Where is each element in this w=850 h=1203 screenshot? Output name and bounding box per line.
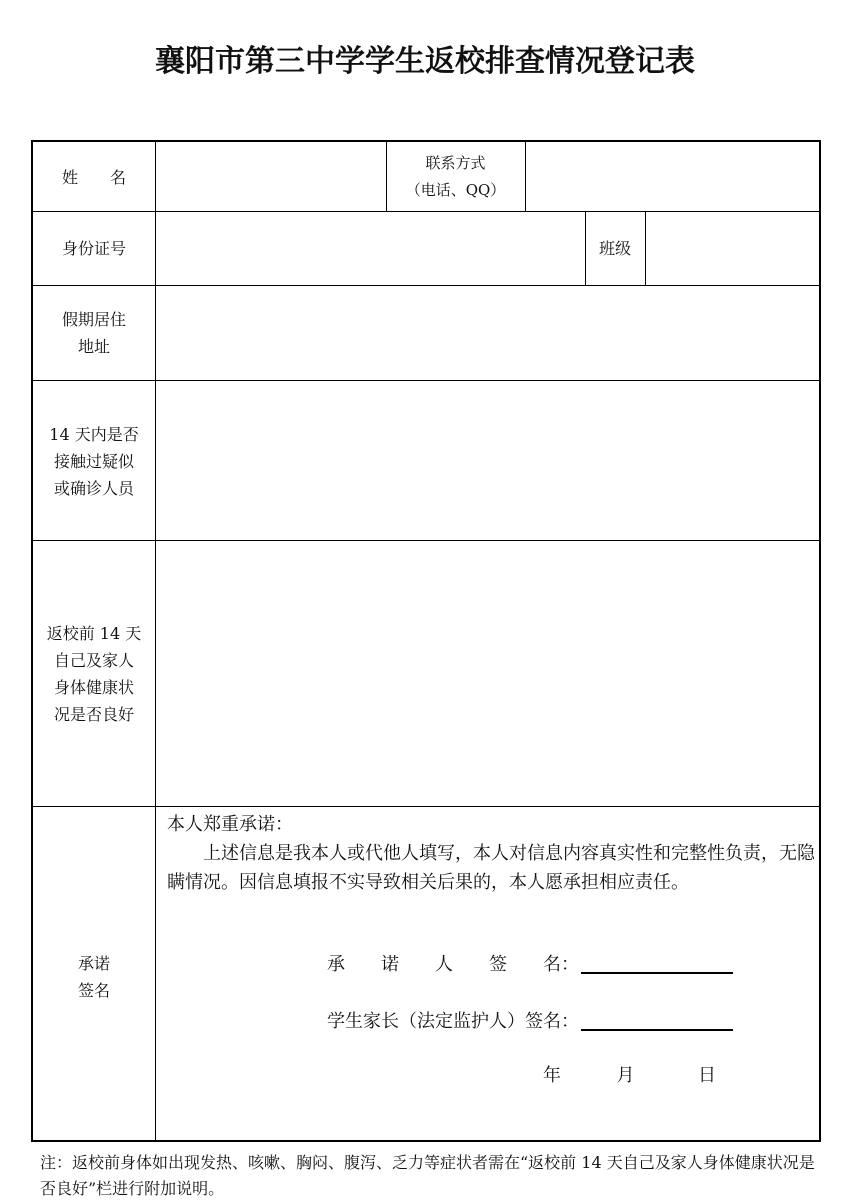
registration-form-table bbox=[31, 140, 821, 1142]
footnote: 注：返校前身体如出现发热、咳嗽、胸闷、腹泻、乏力等症状者需在“返校前 14 天自己及家人身体健康状况是否良好”栏进行附加说明。 bbox=[40, 1153, 815, 1198]
contact-history-label-line: 14 天内是否 bbox=[49, 425, 139, 444]
address-field[interactable] bbox=[157, 287, 817, 379]
pledge-signature-label-line: 签名 bbox=[77, 981, 110, 1000]
parent-signature-row bbox=[327, 1007, 733, 1033]
date-row bbox=[543, 1061, 716, 1087]
contact-label-line: 联系方式 bbox=[425, 154, 486, 172]
id-number-field[interactable] bbox=[157, 213, 584, 284]
address-label-line: 地址 bbox=[77, 337, 110, 356]
address-label-line: 假期居住 bbox=[61, 310, 126, 329]
health-status-label bbox=[33, 620, 155, 728]
parent-label: 学生家长（法定监护人）签名： bbox=[327, 1011, 579, 1032]
health-status-label-line: 返校前 14 天 bbox=[46, 624, 142, 643]
id-label: 身份证号 bbox=[61, 239, 126, 258]
date-day: 日 bbox=[697, 1065, 716, 1086]
date-month: 月 bbox=[616, 1065, 635, 1086]
contact-label-line: （电话、QQ） bbox=[405, 181, 506, 199]
pledge-heading: 本人郑重承诺： bbox=[167, 814, 293, 835]
row-divider bbox=[33, 380, 819, 381]
row-divider bbox=[33, 540, 819, 541]
pledge-body: 上述信息是我本人或代他人填写，本人对信息内容真实性和完整性负责，无隐瞒情况。因信息填报不实导致相关后果的，本人愿承担相应责任。 bbox=[167, 843, 815, 893]
address-label bbox=[33, 306, 155, 360]
row-divider bbox=[33, 211, 819, 212]
name-label: 姓 名 bbox=[61, 168, 126, 187]
column-divider bbox=[645, 211, 646, 285]
column-divider bbox=[155, 142, 156, 1140]
health-status-label-line: 自己及家人 bbox=[53, 651, 134, 670]
class-label: 班级 bbox=[598, 239, 631, 258]
pledge-signature-label bbox=[33, 950, 155, 1004]
contact-history-label-line: 接触过疑似 bbox=[53, 452, 134, 471]
health-status-label-line: 身体健康状 bbox=[53, 678, 134, 697]
signer-signature-line[interactable] bbox=[581, 972, 733, 974]
date-year: 年 bbox=[543, 1065, 561, 1086]
row-divider bbox=[33, 285, 819, 286]
class-field[interactable] bbox=[647, 213, 817, 284]
signer-signature-row bbox=[327, 950, 733, 976]
health-status-label-line: 况是否良好 bbox=[53, 705, 134, 724]
health-status-field[interactable] bbox=[157, 542, 817, 805]
row-divider bbox=[33, 806, 819, 807]
column-divider bbox=[525, 142, 526, 211]
form-title: 襄阳市第三中学学生返校排查情况登记表 bbox=[155, 44, 695, 79]
contact-history-label bbox=[33, 421, 155, 502]
contact-label bbox=[386, 150, 525, 204]
pledge-text bbox=[167, 810, 817, 897]
name-field[interactable] bbox=[157, 144, 385, 210]
contact-history-label-line: 或确诊人员 bbox=[53, 479, 134, 498]
pledge-signature-label-line: 承诺 bbox=[77, 954, 110, 973]
contact-history-field[interactable] bbox=[157, 382, 817, 539]
parent-signature-line[interactable] bbox=[581, 1029, 733, 1031]
contact-field[interactable] bbox=[527, 144, 817, 210]
signer-label: 承 诺 人 签 名： bbox=[327, 954, 579, 975]
